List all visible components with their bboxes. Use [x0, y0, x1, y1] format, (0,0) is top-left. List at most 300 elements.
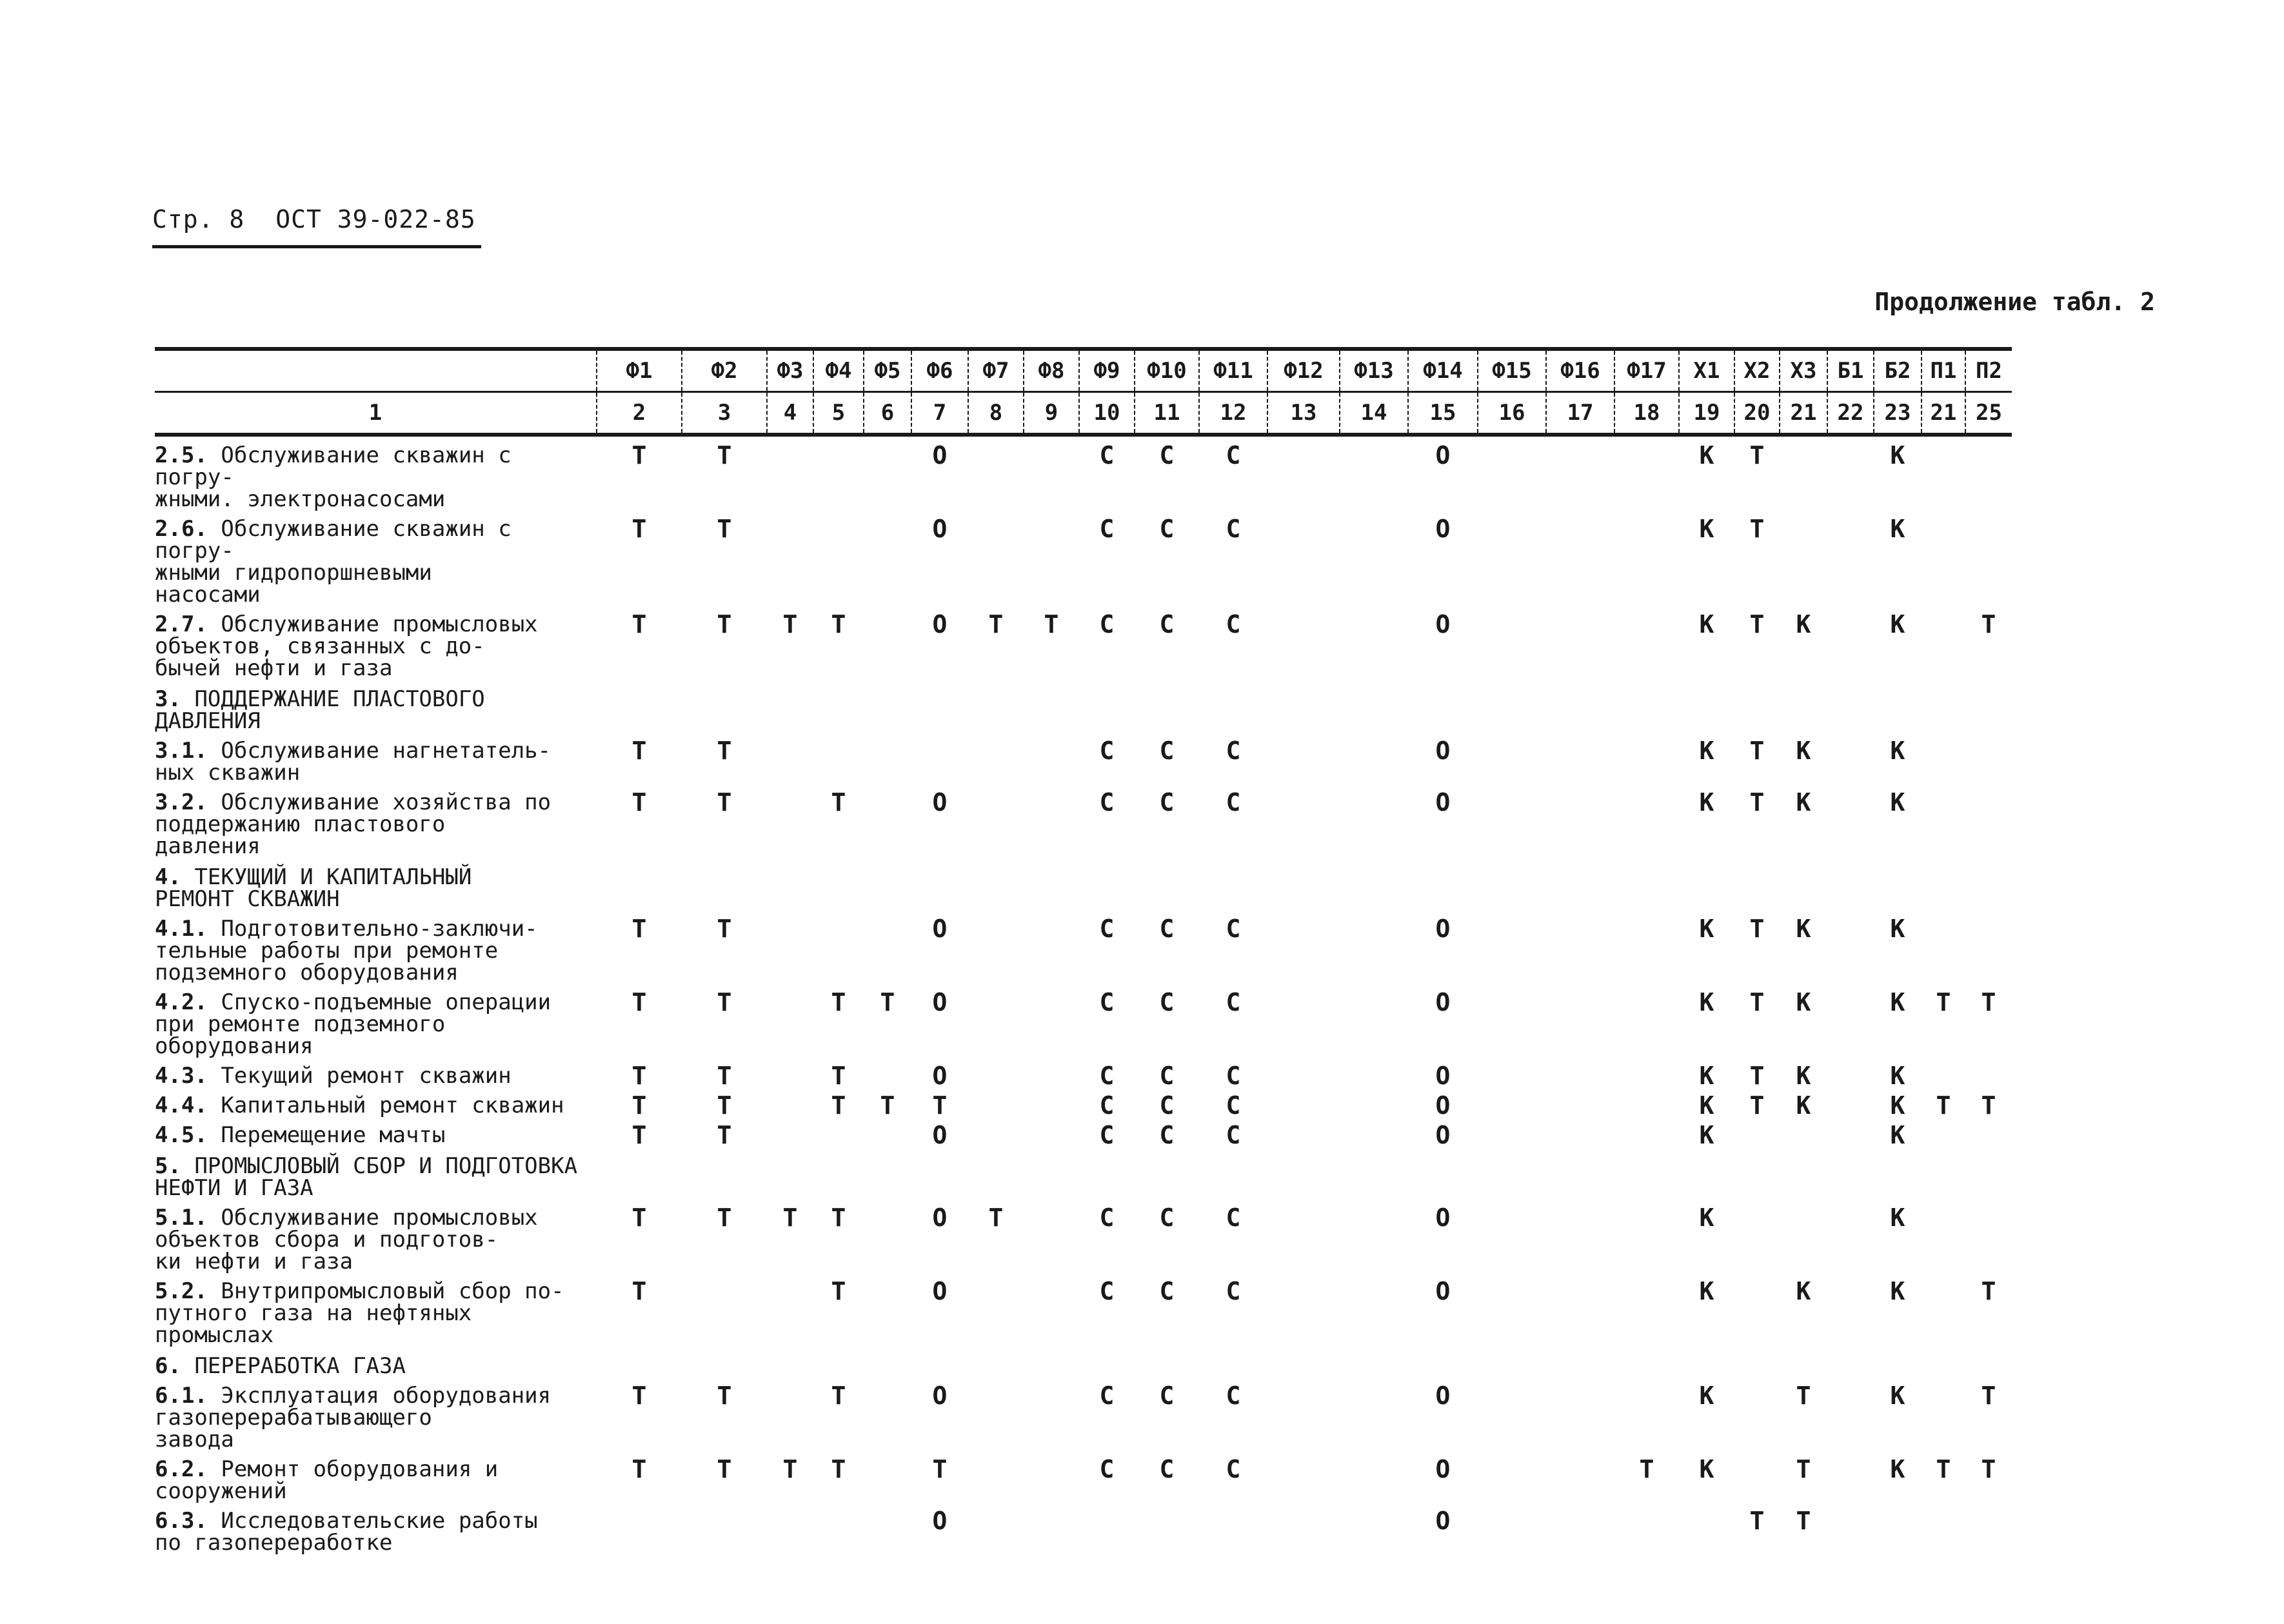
table-cell	[1874, 857, 1922, 910]
table-cell: Т	[1936, 1091, 1951, 1120]
row-text: Ремонт оборудования и сооружений	[155, 1456, 499, 1504]
table-cell	[864, 910, 911, 984]
table-cell	[1734, 1377, 1780, 1451]
table-row	[155, 435, 2012, 510]
section-row	[155, 679, 2012, 732]
table-cell: Т	[717, 737, 732, 765]
table-cell	[1340, 910, 1408, 984]
table-cell: С	[1159, 988, 1175, 1016]
table-cell: Т	[631, 1121, 647, 1149]
table-cell	[1478, 606, 1546, 679]
table-cell	[1922, 732, 1965, 784]
table-row	[155, 1199, 2012, 1272]
section-row	[155, 1146, 2012, 1199]
table-cell	[1478, 1451, 1546, 1502]
table-row	[155, 1087, 2012, 1116]
column-number: 19	[1679, 392, 1734, 435]
table-body	[155, 435, 2012, 1554]
table-cell	[1827, 679, 1874, 732]
table-cell	[1827, 1116, 1874, 1146]
table-cell: Т	[1749, 988, 1765, 1016]
continuation-label: Продолжение табл. 2	[1874, 288, 2155, 316]
table-cell: Т	[831, 1091, 846, 1120]
column-code: Ф6	[911, 349, 968, 392]
table-cell	[1965, 1199, 2012, 1272]
table-row	[155, 1502, 2012, 1554]
table-cell: К	[1890, 737, 1905, 765]
table-cell	[864, 1377, 911, 1451]
row-number: 4.	[155, 864, 181, 890]
table-cell: Т	[631, 1062, 647, 1090]
table-cell	[1734, 857, 1780, 910]
page-label: Стр. 8	[152, 205, 245, 233]
column-number: 20	[1734, 392, 1780, 435]
table-cell: Т	[631, 788, 647, 817]
table-cell	[1679, 1346, 1734, 1377]
table-cell	[767, 984, 813, 1057]
table-cell: К	[1796, 1091, 1811, 1120]
column-number: 25	[1965, 392, 2012, 435]
row-number: 4.1.	[155, 916, 208, 942]
table-cell	[1965, 435, 2012, 510]
row-label	[155, 1057, 597, 1087]
row-label	[155, 1087, 597, 1116]
table-cell: О	[932, 1507, 948, 1535]
table-cell: С	[1099, 788, 1115, 817]
table-cell: О	[1435, 1381, 1451, 1410]
table-cell	[1024, 1502, 1079, 1554]
table-cell	[1199, 1146, 1267, 1199]
row-text: ПОДДЕРЖАНИЕ ПЛАСТОВОГО ДАВЛЕНИЯ	[155, 686, 485, 734]
table-cell	[1267, 1057, 1340, 1087]
table-cell: Т	[631, 610, 647, 639]
column-number: 9	[1024, 392, 1079, 435]
table-cell: Т	[831, 1203, 846, 1232]
table-cell: Т	[631, 1091, 647, 1120]
table-row	[155, 606, 2012, 679]
table-cell	[864, 1346, 911, 1377]
table-cell	[1024, 784, 1079, 857]
table-cell	[1024, 1116, 1079, 1146]
table-cell: О	[1435, 515, 1451, 543]
table-cell	[1024, 1377, 1079, 1451]
column-code: Ф3	[767, 349, 813, 392]
table-cell: С	[1159, 441, 1175, 470]
column-code: Ф17	[1614, 349, 1679, 392]
table-cell	[1827, 1451, 1874, 1502]
table-cell	[1965, 1346, 2012, 1377]
column-code: Б1	[1827, 349, 1874, 392]
table-cell	[1922, 857, 1965, 910]
table-cell	[767, 510, 813, 606]
table-cell: С	[1099, 515, 1115, 543]
column-code	[155, 349, 597, 392]
row-label	[155, 1146, 597, 1199]
table-cell: Т	[1749, 1507, 1765, 1535]
table-wrap	[155, 347, 2012, 1554]
row-label	[155, 435, 597, 510]
table-cell	[864, 732, 911, 784]
table-cell: С	[1099, 988, 1115, 1016]
table-cell	[1827, 1502, 1874, 1554]
table-cell	[968, 984, 1024, 1057]
table-cell	[911, 857, 968, 910]
column-number: 16	[1478, 392, 1546, 435]
table-cell: К	[1699, 1121, 1714, 1149]
table-cell	[1024, 732, 1079, 784]
table-cell: Т	[1936, 988, 1951, 1016]
table-cell: О	[1435, 988, 1451, 1016]
table-cell	[767, 1346, 813, 1377]
column-number: 10	[1079, 392, 1135, 435]
column-code: Ф16	[1546, 349, 1614, 392]
table-cell: Т	[717, 610, 732, 639]
table-row	[155, 1116, 2012, 1146]
table-cell: К	[1890, 1455, 1905, 1483]
table-cell	[1408, 857, 1478, 910]
table-cell: Т	[631, 737, 647, 765]
column-number: 14	[1340, 392, 1408, 435]
table-cell	[1024, 1451, 1079, 1502]
table-cell: Т	[1936, 1455, 1951, 1483]
table-cell	[1267, 435, 1340, 510]
row-label	[155, 510, 597, 606]
table-cell	[968, 1377, 1024, 1451]
column-code: П2	[1965, 349, 2012, 392]
table-cell	[1135, 1502, 1199, 1554]
table-cell: С	[1099, 1062, 1115, 1090]
table-cell	[1408, 1146, 1478, 1199]
table-cell	[1024, 1199, 1079, 1272]
row-text: Обслуживание скважин с погру- жными гидропоршневыми насосами	[155, 516, 511, 608]
table-cell	[597, 1346, 682, 1377]
table-cell	[1340, 732, 1408, 784]
row-text: Внутрипромысловый сбор по- путного газа на нефтяных промыслах	[155, 1278, 564, 1348]
table-cell	[767, 435, 813, 510]
table-cell	[767, 784, 813, 857]
table-cell	[1780, 1199, 1827, 1272]
column-number: 15	[1408, 392, 1478, 435]
table-cell	[1340, 1116, 1408, 1146]
row-number: 5.	[155, 1153, 181, 1179]
table-cell: О	[932, 788, 948, 817]
table-cell: К	[1699, 441, 1714, 470]
table-cell	[1827, 435, 1874, 510]
table-cell: С	[1226, 737, 1241, 765]
row-number: 2.5.	[155, 442, 208, 468]
table-cell	[1734, 679, 1780, 732]
table-cell	[1965, 1057, 2012, 1087]
table-cell	[1267, 510, 1340, 606]
table-cell	[1024, 1057, 1079, 1087]
table-cell	[1922, 435, 1965, 510]
table-cell	[1478, 1272, 1546, 1346]
table-cell: С	[1099, 1121, 1115, 1149]
table-cell: Т	[717, 1455, 732, 1483]
table-cell: Т	[831, 1381, 846, 1410]
table-cell: К	[1796, 610, 1811, 639]
table-cell	[1546, 1502, 1614, 1554]
table-cell: С	[1159, 788, 1175, 817]
table-cell	[1734, 1116, 1780, 1146]
table-cell: К	[1890, 441, 1905, 470]
table-cell	[1079, 1502, 1135, 1554]
table-cell: О	[932, 1121, 948, 1149]
table-cell: Т	[1749, 610, 1765, 639]
table-cell: Т	[1981, 1381, 1996, 1410]
table-cell: К	[1890, 1277, 1905, 1305]
table-cell	[968, 1272, 1024, 1346]
table-cell	[1024, 857, 1079, 910]
table-cell	[864, 1502, 911, 1554]
table-cell	[597, 1146, 682, 1199]
table-cell: К	[1699, 515, 1714, 543]
column-number: 22	[1827, 392, 1874, 435]
table-cell: К	[1890, 988, 1905, 1016]
row-text: Перемещение мачты	[221, 1122, 446, 1148]
row-label	[155, 1116, 597, 1146]
table-cell	[1614, 1116, 1679, 1146]
table-cell: С	[1226, 1277, 1241, 1305]
table-cell	[1267, 1502, 1340, 1554]
column-number: 23	[1874, 392, 1922, 435]
table-cell	[813, 435, 864, 510]
table-cell	[1546, 606, 1614, 679]
table-cell	[813, 732, 864, 784]
table-cell	[1874, 1502, 1922, 1554]
table-cell	[1340, 510, 1408, 606]
table-cell	[864, 1199, 911, 1272]
table-cell: С	[1226, 1121, 1241, 1149]
table-cell: С	[1099, 441, 1115, 470]
table-cell	[864, 1146, 911, 1199]
table-cell	[813, 910, 864, 984]
table-cell: Т	[631, 1277, 647, 1305]
table-cell: Т	[1981, 988, 1996, 1016]
table-cell: С	[1159, 515, 1175, 543]
row-text: ПЕРЕРАБОТКА ГАЗА	[194, 1353, 406, 1379]
table-cell	[1267, 1377, 1340, 1451]
table-cell	[1478, 435, 1546, 510]
table-cell	[1614, 1146, 1679, 1199]
table-cell	[1079, 1346, 1135, 1377]
table-cell: С	[1099, 1091, 1115, 1120]
table-cell	[682, 1146, 767, 1199]
table-cell	[597, 857, 682, 910]
table-cell	[1827, 910, 1874, 984]
table-cell: О	[1435, 1455, 1451, 1483]
column-number: 17	[1546, 392, 1614, 435]
column-code: Ф10	[1135, 349, 1199, 392]
table-cell: С	[1159, 610, 1175, 639]
table-cell: К	[1699, 788, 1714, 817]
table-cell: С	[1099, 1455, 1115, 1483]
table-cell	[1024, 510, 1079, 606]
table-cell	[968, 910, 1024, 984]
table-cell	[1546, 1377, 1614, 1451]
table-row	[155, 1272, 2012, 1346]
table-cell	[1478, 1116, 1546, 1146]
table-cell: Т	[988, 610, 1004, 639]
table-cell: Т	[1796, 1507, 1811, 1535]
table-cell	[1478, 1377, 1546, 1451]
table-cell: К	[1699, 1062, 1714, 1090]
table-cell	[1267, 732, 1340, 784]
table-cell	[1135, 1146, 1199, 1199]
table-row	[155, 1057, 2012, 1087]
row-number: 5.2.	[155, 1278, 208, 1304]
table-cell	[767, 857, 813, 910]
table-cell	[864, 1057, 911, 1087]
table-cell	[1340, 1272, 1408, 1346]
table-cell	[682, 679, 767, 732]
table-cell: Т	[988, 1203, 1004, 1232]
table-cell	[1546, 1272, 1614, 1346]
row-text: Капитальный ремонт скважин	[221, 1093, 564, 1118]
table-row	[155, 910, 2012, 984]
table-cell: С	[1226, 1203, 1241, 1232]
table-cell	[1267, 1199, 1340, 1272]
table-cell	[1614, 510, 1679, 606]
table-cell	[968, 435, 1024, 510]
table-cell	[1546, 910, 1614, 984]
table-cell: О	[1435, 1507, 1451, 1535]
table-cell	[1922, 510, 1965, 606]
table-cell	[968, 1116, 1024, 1146]
column-number: 8	[968, 392, 1024, 435]
table-cell	[1079, 1146, 1135, 1199]
table-cell	[864, 1116, 911, 1146]
column-number: 4	[767, 392, 813, 435]
table-cell: К	[1890, 1203, 1905, 1232]
table-cell: О	[1435, 1203, 1451, 1232]
table-cell	[1546, 510, 1614, 606]
table-cell: О	[1435, 915, 1451, 943]
column-code: Х2	[1734, 349, 1780, 392]
row-label	[155, 984, 597, 1057]
column-number: 7	[911, 392, 968, 435]
table-cell	[1267, 1087, 1340, 1116]
table-cell	[1079, 857, 1135, 910]
table-cell	[1614, 679, 1679, 732]
table-cell	[1922, 1199, 1965, 1272]
table-cell	[1267, 1116, 1340, 1146]
table-cell	[1827, 784, 1874, 857]
table-cell	[1827, 984, 1874, 1057]
table-cell: Т	[782, 610, 798, 639]
column-code: Ф4	[813, 349, 864, 392]
table-cell	[1079, 679, 1135, 732]
table-cell	[1922, 1502, 1965, 1554]
column-number: 1	[155, 392, 597, 435]
table-cell	[767, 1087, 813, 1116]
row-label	[155, 679, 597, 732]
table-cell	[1965, 679, 2012, 732]
table-cell	[1199, 1502, 1267, 1554]
table-cell	[1827, 1146, 1874, 1199]
table-cell: Т	[1981, 610, 1996, 639]
column-number: 5	[813, 392, 864, 435]
column-code: Х1	[1679, 349, 1734, 392]
table-cell: Т	[932, 1455, 948, 1483]
table-cell	[1734, 1451, 1780, 1502]
table-cell: О	[932, 1062, 948, 1090]
table-cell: Т	[1796, 1455, 1811, 1483]
table-cell	[1965, 910, 2012, 984]
row-text: ПРОМЫСЛОВЫЙ СБОР И ПОДГОТОВКА НЕФТИ И ГАЗА	[155, 1153, 578, 1201]
table-cell	[1965, 732, 2012, 784]
table-cell	[1340, 784, 1408, 857]
table-cell: Т	[932, 1091, 948, 1120]
table-cell: К	[1890, 610, 1905, 639]
table-cell	[1614, 606, 1679, 679]
table-cell	[1340, 606, 1408, 679]
table-cell	[1340, 1451, 1408, 1502]
table-cell: К	[1699, 737, 1714, 765]
table-cell	[1024, 435, 1079, 510]
table-cell	[813, 679, 864, 732]
table-cell	[968, 784, 1024, 857]
table-cell: К	[1890, 915, 1905, 943]
table-cell	[1614, 784, 1679, 857]
table-cell	[1478, 679, 1546, 732]
table-cell: Т	[1796, 1381, 1811, 1410]
table-cell: К	[1796, 915, 1811, 943]
table-cell: Т	[1981, 1277, 1996, 1305]
table-cell	[767, 1057, 813, 1087]
table-cell	[1922, 1057, 1965, 1087]
table-cell	[1546, 857, 1614, 910]
table-cell: О	[1435, 441, 1451, 470]
column-number: 12	[1199, 392, 1267, 435]
table-cell	[911, 732, 968, 784]
table-cell: С	[1099, 1277, 1115, 1305]
row-text: Обслуживание промысловых объектов сбора и подготов- ки нефти и газа	[155, 1205, 538, 1274]
table-cell: Т	[831, 1277, 846, 1305]
table-cell	[1024, 1146, 1079, 1199]
table-cell	[1827, 1377, 1874, 1451]
table-cell	[1340, 435, 1408, 510]
table-cell: С	[1159, 1203, 1175, 1232]
row-label	[155, 1377, 597, 1451]
table-cell	[1478, 1502, 1546, 1554]
table-cell: К	[1890, 1091, 1905, 1120]
table-cell: Т	[631, 441, 647, 470]
table-cell	[1546, 1146, 1614, 1199]
table-cell	[1614, 910, 1679, 984]
table-cell	[813, 1146, 864, 1199]
table-cell	[864, 784, 911, 857]
table-cell: О	[932, 1277, 948, 1305]
table-cell: Т	[631, 1455, 647, 1483]
table-cell	[767, 910, 813, 984]
table-row	[155, 784, 2012, 857]
doc-code: ОСТ 39-022-85	[275, 205, 476, 233]
table-cell	[682, 1272, 767, 1346]
column-code: Ф15	[1478, 349, 1546, 392]
table-cell	[1965, 510, 2012, 606]
table-cell: С	[1099, 915, 1115, 943]
table-cell	[1546, 984, 1614, 1057]
table-cell	[1267, 1272, 1340, 1346]
table-cell: Т	[1749, 915, 1765, 943]
table-cell: С	[1159, 1121, 1175, 1149]
table-cell: Т	[880, 988, 895, 1016]
column-number: 18	[1614, 392, 1679, 435]
table-cell: С	[1226, 915, 1241, 943]
table-cell	[968, 510, 1024, 606]
table-cell	[767, 1377, 813, 1451]
